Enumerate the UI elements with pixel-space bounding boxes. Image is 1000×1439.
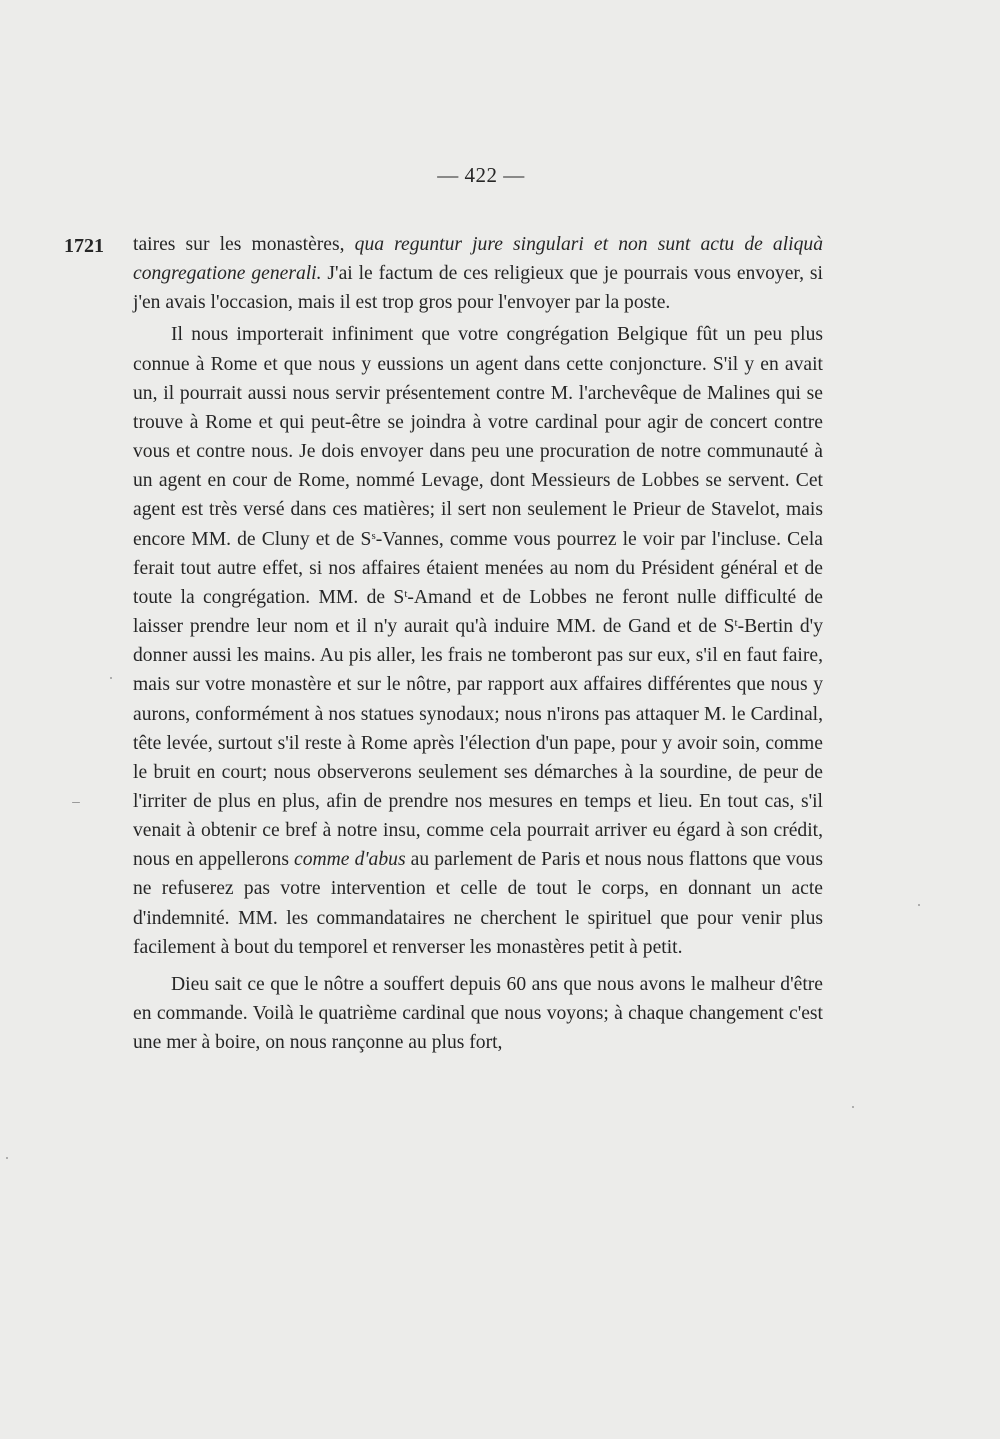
paragraph-1 bbox=[133, 230, 823, 317]
paragraph-2-text-f: au parlement de Paris et nous nous flattons que vous ne refuserez pas votre intervention et celle de tout le corps, en donnant un acte d'indemnité. MM. les commandataires ne cherchent le spirituel que pour venir plus facilement à bout du temporel et renverser les monastères petit à petit. bbox=[133, 849, 823, 958]
page-number: — 422 — bbox=[437, 163, 525, 187]
body-text bbox=[133, 230, 823, 1057]
paragraph-1-text-a: taires sur les monastères, bbox=[133, 234, 355, 255]
superscript-s: s bbox=[371, 529, 376, 542]
paper-speck bbox=[110, 677, 112, 679]
paper-speck bbox=[918, 904, 920, 906]
superscript-t-1: t bbox=[404, 587, 408, 600]
paragraph-2-text-a: Il nous importerait infiniment que votre congrégation Belgique fût un peu plus connue à Rome et que nous y eussions un agent dans cette conjoncture. S'il y en avait un, il pourrait aussi nous servir présentement contre M. l'archevêque de Malines qui se trouve à Rome et qui peut-être se joindra à votre cardinal pour agir de concert contre vous et contre nous. Je dois envoyer dans peu une procuration de notre communauté à un agent en cour de Rome, nommé Levage, dont Messieurs de Lobbes se servent. Cet agent est très versé dans ces matières; il sert non seulement le Prieur de Stavelot, mais encore MM. de Cluny et de S bbox=[133, 324, 823, 550]
paragraph-2-text-c: -Amand et de Lobbes ne feront nulle difficulté de laisser prendre leur nom et il n'y aurait qu'à induire MM. de Gand et de S bbox=[133, 586, 823, 638]
paper-speck bbox=[72, 802, 80, 803]
margin-year: 1721 bbox=[64, 235, 104, 257]
latin-quote: qua reguntur jure singulari et non sunt actu de aliquà congregatione generali. bbox=[133, 234, 823, 285]
italic-comme-dabus: comme d'abus bbox=[294, 849, 406, 871]
superscript-t-2: t bbox=[734, 616, 738, 629]
paragraph-2-text-d: -Bertin d'y donner aussi les mains. Au pis aller, les frais ne tomberont pas sur eux, s'il en faut faire, mais sur votre monastère et sur le nôtre, par rapport aux affaires différentes que nous y aurons, conformément à nos statues synodaux; nous n'irons pas attaquer M. le Cardinal, tête levée, surtout s'il reste à Rome après l'élection d'un pape, pour y avoir soin, comme le bruit en court; nous observerons seulement ses démarches à la sourdine, de peur de l'irriter de plus en plus, afin de prendre nos mesures en temps et lieu. En tout cas, s'il venait à obtenir ce bref à notre insu, comme cela pourrait arriver eu égard à son crédit, nous en appellerons bbox=[133, 616, 823, 871]
paper-speck bbox=[6, 1157, 8, 1159]
paragraph-3: Dieu sait ce que le nôtre a souffert depuis 60 ans que nous avons le malheur d'être en commande. Voilà le quatrième cardinal que nous voyons; à chaque changement c'est une mer à boire, on nous rançonne au plus fort, bbox=[133, 973, 823, 1054]
paragraph-2 bbox=[133, 320, 823, 961]
paragraph-2-text-b: -Vannes, comme vous pourrez le voir par l'incluse. Cela ferait tout autre effet, si nos affaires étaient menées au nom du Président général et de toute la congrégation. MM. de S bbox=[133, 528, 823, 608]
paper-speck bbox=[852, 1106, 854, 1108]
paragraph-1-text-c: J'ai le factum de ces religieux que je pourrais vous envoyer, si j'en avais l'occasion, mais il est trop gros pour l'envoyer par la poste. bbox=[133, 263, 823, 314]
